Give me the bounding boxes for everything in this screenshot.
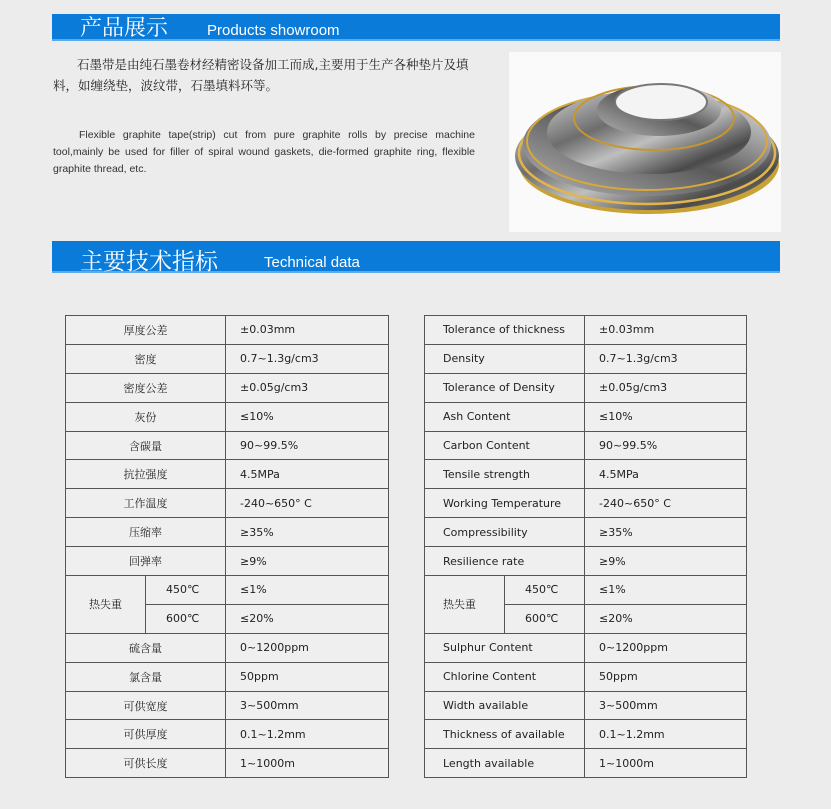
spec-value: ±0.03mm: [226, 316, 389, 345]
products-showroom-banner: [52, 14, 780, 41]
spec-value: 0.7~1.3g/cm3: [226, 344, 389, 373]
spec-value: ≤20%: [226, 604, 389, 633]
spec-name: 工作温度: [66, 489, 226, 518]
table-row: [66, 749, 389, 778]
table-row: [425, 691, 747, 720]
spec-name: 可供宽度: [66, 691, 226, 720]
spec-value: 0.7~1.3g/cm3: [585, 344, 747, 373]
spec-name: 含碳量: [66, 431, 226, 460]
spec-value: ±0.05g/cm3: [226, 373, 389, 402]
spec-name: Compressibility: [425, 518, 585, 547]
spec-value: 90~99.5%: [226, 431, 389, 460]
spec-name: Tensile strength: [425, 460, 585, 489]
table-row: [66, 460, 389, 489]
spec-name: 热失重: [66, 576, 146, 634]
technical-data-banner: [52, 241, 780, 273]
table-row: [66, 576, 389, 605]
table-row: [66, 633, 389, 662]
spec-name: Ash Content: [425, 402, 585, 431]
temperature-cell: 600℃: [505, 604, 585, 633]
spec-value: 0.1~1.2mm: [226, 720, 389, 749]
spec-name: 氯含量: [66, 662, 226, 691]
spec-value: 3~500mm: [585, 691, 747, 720]
spec-name: 硫含量: [66, 633, 226, 662]
table-row: [425, 576, 747, 605]
spec-name: Sulphur Content: [425, 633, 585, 662]
spec-name: 可供长度: [66, 749, 226, 778]
temperature-cell: 450℃: [505, 576, 585, 605]
spec-value: 1~1000m: [585, 749, 747, 778]
banner-title-en: Technical data: [264, 254, 360, 271]
spec-value: ≥9%: [226, 547, 389, 576]
spec-value: ≤20%: [585, 604, 747, 633]
banner-title-en: Products showroom: [207, 22, 340, 39]
spec-table-en: [424, 315, 747, 778]
spec-name: 压缩率: [66, 518, 226, 547]
spec-value: ≤1%: [585, 576, 747, 605]
spec-value: 50ppm: [585, 662, 747, 691]
table-row: [66, 691, 389, 720]
table-row: [425, 402, 747, 431]
table-row: [425, 431, 747, 460]
table-row: [425, 749, 747, 778]
banner-title-cn: 产品展示: [80, 16, 169, 41]
table-row: [66, 344, 389, 373]
spec-value: ≤10%: [585, 402, 747, 431]
spec-table-cn: [65, 315, 389, 778]
table-row: [425, 518, 747, 547]
spec-name: Carbon Content: [425, 431, 585, 460]
spec-name: Thickness of available: [425, 720, 585, 749]
spec-value: ≥9%: [585, 547, 747, 576]
spec-value: 1~1000m: [226, 749, 389, 778]
spec-value: ≥35%: [226, 518, 389, 547]
spec-name: Resilience rate: [425, 547, 585, 576]
spec-name: Working Temperature: [425, 489, 585, 518]
spec-name: 灰份: [66, 402, 226, 431]
graphite-tape-roll-image: [509, 52, 781, 232]
spec-name: Tolerance of Density: [425, 373, 585, 402]
table-row: [66, 547, 389, 576]
spec-value: 3~500mm: [226, 691, 389, 720]
spec-name: 厚度公差: [66, 316, 226, 345]
spec-value: 4.5MPa: [226, 460, 389, 489]
table-row: [66, 720, 389, 749]
spec-name: Tolerance of thickness: [425, 316, 585, 345]
intro-text-en: Flexible graphite tape(strip) cut from pure graphite rolls by precise machine tool,mainly be used for filler of spiral wound gaskets, die-formed graphite ring, flexible graphite thread, etc.: [53, 129, 475, 175]
spec-name: Length available: [425, 749, 585, 778]
table-row: [425, 373, 747, 402]
table-row: [425, 662, 747, 691]
spec-name: Width available: [425, 691, 585, 720]
spec-value: ≤1%: [226, 576, 389, 605]
spec-name: 回弹率: [66, 547, 226, 576]
spec-name: 可供厚度: [66, 720, 226, 749]
table-row: [66, 431, 389, 460]
spec-value: 90~99.5%: [585, 431, 747, 460]
temperature-cell: 600℃: [146, 604, 226, 633]
intro-text-cn: 石墨带是由纯石墨卷材经精密设备加工而成,主要用于生产各种垫片及填料，如缠绕垫，波纹带，石墨填料环等。: [53, 57, 469, 93]
banner-title-cn: 主要技术指标: [80, 249, 218, 275]
table-row: [66, 489, 389, 518]
table-row: [425, 633, 747, 662]
table-row: [425, 720, 747, 749]
spec-name: 抗拉强度: [66, 460, 226, 489]
table-row: [66, 316, 389, 345]
spec-value: 4.5MPa: [585, 460, 747, 489]
table-row: [66, 518, 389, 547]
table-row: [425, 547, 747, 576]
temperature-cell: 450℃: [146, 576, 226, 605]
spec-value: 0~1200ppm: [226, 633, 389, 662]
table-row: [66, 662, 389, 691]
table-row: [425, 460, 747, 489]
spec-value: ≤10%: [226, 402, 389, 431]
spec-value: ≥35%: [585, 518, 747, 547]
spec-value: -240~650° C: [226, 489, 389, 518]
spec-name: 密度公差: [66, 373, 226, 402]
table-row: [425, 489, 747, 518]
table-row: [66, 373, 389, 402]
spec-name: 密度: [66, 344, 226, 373]
table-row: [425, 316, 747, 345]
spec-value: ±0.03mm: [585, 316, 747, 345]
spec-name: Chlorine Content: [425, 662, 585, 691]
spec-value: 50ppm: [226, 662, 389, 691]
spec-value: -240~650° C: [585, 489, 747, 518]
spec-name: 热失重: [425, 576, 505, 634]
graphite-tape-photo: [509, 52, 781, 232]
spec-value: ±0.05g/cm3: [585, 373, 747, 402]
spec-value: 0~1200ppm: [585, 633, 747, 662]
table-row: [66, 402, 389, 431]
table-row: [425, 344, 747, 373]
spec-name: Density: [425, 344, 585, 373]
spec-value: 0.1~1.2mm: [585, 720, 747, 749]
